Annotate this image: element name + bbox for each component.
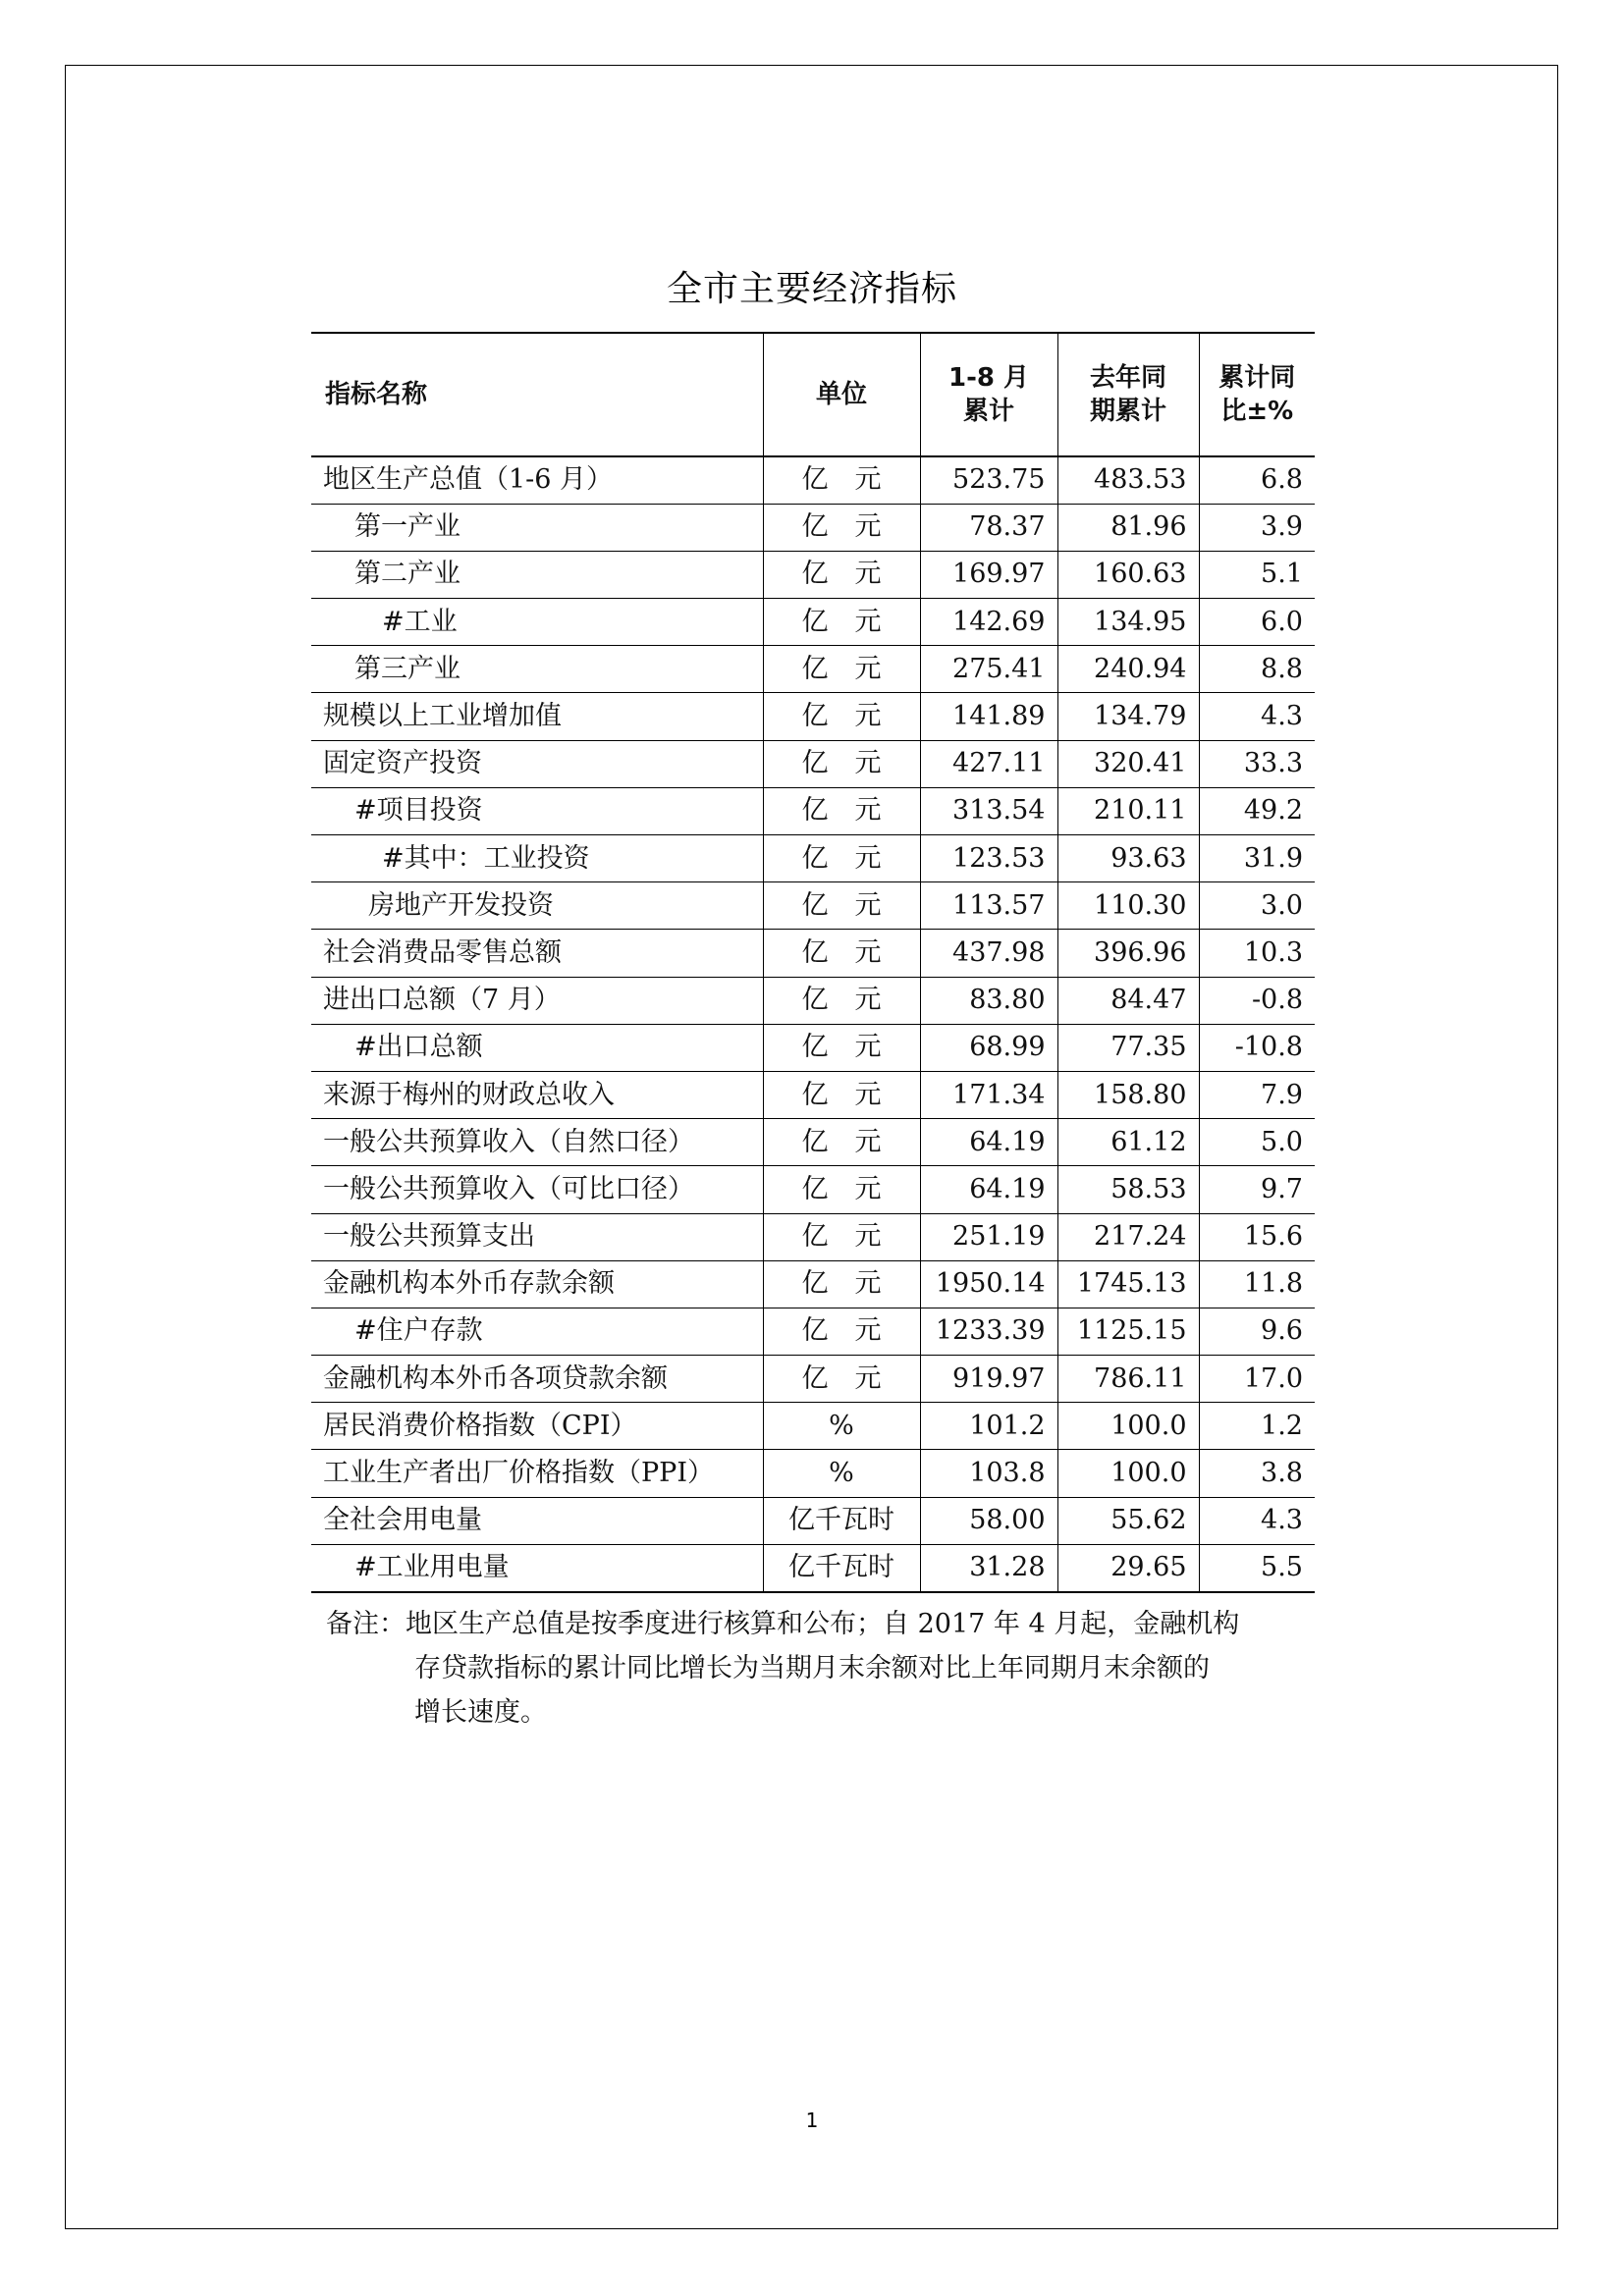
footnote-line-3: 增长速度。 [414, 1697, 547, 1728]
table-row [311, 456, 1315, 504]
last-year-value: 58.53 [1057, 1166, 1199, 1213]
last-year-value: 217.24 [1057, 1213, 1199, 1260]
table-row [311, 1450, 1315, 1497]
indicator-name: #其中：工业投资 [311, 835, 763, 882]
current-value: 83.80 [920, 977, 1057, 1024]
current-value: 58.00 [920, 1497, 1057, 1544]
header-current-cumulative [920, 333, 1057, 456]
growth-value: -10.8 [1199, 1024, 1315, 1071]
current-value: 1233.39 [920, 1308, 1057, 1355]
header-unit: 单位 [763, 333, 920, 456]
table-row [311, 646, 1315, 693]
current-value: 1950.14 [920, 1260, 1057, 1308]
last-year-value: 134.95 [1057, 599, 1199, 646]
table-row [311, 1213, 1315, 1260]
last-year-value: 100.0 [1057, 1450, 1199, 1497]
indicator-unit: 亿 元 [763, 1119, 920, 1166]
last-year-value: 786.11 [1057, 1356, 1199, 1403]
header-growth-line1: 累计同 [1218, 363, 1296, 393]
indicator-unit: 亿 元 [763, 835, 920, 882]
table-row [311, 1071, 1315, 1118]
page-number: 1 [805, 2109, 819, 2132]
indicator-name: #工业 [311, 599, 763, 646]
last-year-value: 1125.15 [1057, 1308, 1199, 1355]
growth-value: 3.9 [1199, 504, 1315, 551]
indicator-name: 金融机构本外币各项贷款余额 [311, 1356, 763, 1403]
indicator-unit: 亿 元 [763, 456, 920, 504]
indicator-name: #住户存款 [311, 1308, 763, 1355]
indicator-unit: 亿 元 [763, 787, 920, 834]
growth-value: 5.0 [1199, 1119, 1315, 1166]
current-value: 123.53 [920, 835, 1057, 882]
growth-value: -0.8 [1199, 977, 1315, 1024]
indicator-unit: 亿 元 [763, 551, 920, 598]
growth-value: 11.8 [1199, 1260, 1315, 1308]
indicator-unit: 亿 元 [763, 740, 920, 787]
table-row [311, 1119, 1315, 1166]
current-value: 169.97 [920, 551, 1057, 598]
header-last-year-line2: 期累计 [1089, 397, 1166, 426]
indicator-name: 工业生产者出厂价格指数（PPI） [311, 1450, 763, 1497]
last-year-value: 240.94 [1057, 646, 1199, 693]
indicator-unit: 亿 元 [763, 1213, 920, 1260]
indicator-name: 一般公共预算收入（自然口径） [311, 1119, 763, 1166]
indicator-name: 固定资产投资 [311, 740, 763, 787]
table-header-row [311, 333, 1315, 456]
table-row [311, 882, 1315, 930]
growth-value: 4.3 [1199, 693, 1315, 740]
last-year-value: 77.35 [1057, 1024, 1199, 1071]
indicator-unit: 亿千瓦时 [763, 1544, 920, 1591]
indicator-name: 房地产开发投资 [311, 882, 763, 930]
indicator-unit: 亿 元 [763, 977, 920, 1024]
current-value: 142.69 [920, 599, 1057, 646]
growth-value: 3.8 [1199, 1450, 1315, 1497]
last-year-value: 1745.13 [1057, 1260, 1199, 1308]
indicator-name: 地区生产总值（1-6 月） [311, 456, 763, 504]
last-year-value: 100.0 [1057, 1403, 1199, 1450]
growth-value: 31.9 [1199, 835, 1315, 882]
indicator-unit: 亿 元 [763, 882, 920, 930]
indicator-name: #项目投资 [311, 787, 763, 834]
growth-value: 5.1 [1199, 551, 1315, 598]
table-row [311, 599, 1315, 646]
last-year-value: 61.12 [1057, 1119, 1199, 1166]
current-value: 101.2 [920, 1403, 1057, 1450]
indicator-name: 一般公共预算支出 [311, 1213, 763, 1260]
indicators-table [311, 332, 1315, 1593]
current-value: 64.19 [920, 1119, 1057, 1166]
table-row [311, 693, 1315, 740]
current-value: 919.97 [920, 1356, 1057, 1403]
indicator-name: #出口总额 [311, 1024, 763, 1071]
last-year-value: 483.53 [1057, 456, 1199, 504]
last-year-value: 158.80 [1057, 1071, 1199, 1118]
table-row [311, 787, 1315, 834]
current-value: 68.99 [920, 1024, 1057, 1071]
table-row [311, 1497, 1315, 1544]
indicator-unit: 亿 元 [763, 599, 920, 646]
last-year-value: 396.96 [1057, 930, 1199, 977]
indicator-unit: 亿 元 [763, 1260, 920, 1308]
indicator-unit: 亿 元 [763, 504, 920, 551]
growth-value: 15.6 [1199, 1213, 1315, 1260]
table-row [311, 1166, 1315, 1213]
indicator-name: 第二产业 [311, 551, 763, 598]
growth-value: 33.3 [1199, 740, 1315, 787]
current-value: 275.41 [920, 646, 1057, 693]
header-last-year-line1: 去年同 [1089, 363, 1166, 393]
header-indicator-name: 指标名称 [311, 333, 763, 456]
indicator-unit: 亿 元 [763, 930, 920, 977]
table-row [311, 1260, 1315, 1308]
footnote [326, 1602, 1318, 1735]
growth-value: 4.3 [1199, 1497, 1315, 1544]
indicator-unit: 亿 元 [763, 1356, 920, 1403]
growth-value: 7.9 [1199, 1071, 1315, 1118]
indicator-unit: 亿 元 [763, 693, 920, 740]
table-row [311, 835, 1315, 882]
table-row [311, 1024, 1315, 1071]
current-value: 31.28 [920, 1544, 1057, 1591]
indicator-unit: 亿 元 [763, 1024, 920, 1071]
current-value: 313.54 [920, 787, 1057, 834]
indicator-name: 规模以上工业增加值 [311, 693, 763, 740]
last-year-value: 81.96 [1057, 504, 1199, 551]
current-value: 141.89 [920, 693, 1057, 740]
current-value: 103.8 [920, 1450, 1057, 1497]
table-row [311, 977, 1315, 1024]
header-current-line2: 累计 [962, 397, 1014, 426]
indicator-unit: % [763, 1450, 920, 1497]
indicator-unit: 亿 元 [763, 646, 920, 693]
indicator-unit: 亿 元 [763, 1071, 920, 1118]
growth-value: 49.2 [1199, 787, 1315, 834]
current-value: 251.19 [920, 1213, 1057, 1260]
indicator-unit: 亿 元 [763, 1308, 920, 1355]
last-year-value: 84.47 [1057, 977, 1199, 1024]
indicator-name: 金融机构本外币存款余额 [311, 1260, 763, 1308]
growth-value: 6.0 [1199, 599, 1315, 646]
indicator-name: 来源于梅州的财政总收入 [311, 1071, 763, 1118]
current-value: 523.75 [920, 456, 1057, 504]
current-value: 113.57 [920, 882, 1057, 930]
last-year-value: 210.11 [1057, 787, 1199, 834]
indicator-unit: % [763, 1403, 920, 1450]
indicator-name: 居民消费价格指数（CPI） [311, 1403, 763, 1450]
header-current-line1: 1-8 月 [947, 363, 1030, 393]
indicator-unit: 亿千瓦时 [763, 1497, 920, 1544]
header-last-year-cumulative [1057, 333, 1199, 456]
indicator-name: #工业用电量 [311, 1544, 763, 1591]
table-row [311, 1544, 1315, 1591]
last-year-value: 320.41 [1057, 740, 1199, 787]
indicator-unit: 亿 元 [763, 1166, 920, 1213]
table-row [311, 740, 1315, 787]
indicator-name: 社会消费品零售总额 [311, 930, 763, 977]
last-year-value: 160.63 [1057, 551, 1199, 598]
indicator-name: 全社会用电量 [311, 1497, 763, 1544]
growth-value: 17.0 [1199, 1356, 1315, 1403]
indicator-name: 进出口总额（7 月） [311, 977, 763, 1024]
table-row [311, 1308, 1315, 1355]
growth-value: 9.7 [1199, 1166, 1315, 1213]
footnote-line-1: 备注：地区生产总值是按季度进行核算和公布；自 2017 年 4 月起，金融机构 [326, 1609, 1240, 1639]
growth-value: 1.2 [1199, 1403, 1315, 1450]
indicator-name: 一般公共预算收入（可比口径） [311, 1166, 763, 1213]
last-year-value: 134.79 [1057, 693, 1199, 740]
footnote-line-2: 存贷款指标的累计同比增长为当期月末余额对比上年同期月末余额的 [414, 1653, 1210, 1683]
indicator-name: 第三产业 [311, 646, 763, 693]
last-year-value: 110.30 [1057, 882, 1199, 930]
growth-value: 8.8 [1199, 646, 1315, 693]
growth-value: 9.6 [1199, 1308, 1315, 1355]
table-row [311, 504, 1315, 551]
current-value: 171.34 [920, 1071, 1057, 1118]
growth-value: 6.8 [1199, 456, 1315, 504]
table-row [311, 1356, 1315, 1403]
indicator-name: 第一产业 [311, 504, 763, 551]
header-growth-line2: 比±% [1220, 397, 1294, 426]
last-year-value: 93.63 [1057, 835, 1199, 882]
header-yoy-growth [1199, 333, 1315, 456]
current-value: 64.19 [920, 1166, 1057, 1213]
table-row [311, 1403, 1315, 1450]
current-value: 437.98 [920, 930, 1057, 977]
last-year-value: 55.62 [1057, 1497, 1199, 1544]
growth-value: 3.0 [1199, 882, 1315, 930]
growth-value: 10.3 [1199, 930, 1315, 977]
current-value: 78.37 [920, 504, 1057, 551]
current-value: 427.11 [920, 740, 1057, 787]
table-row [311, 930, 1315, 977]
growth-value: 5.5 [1199, 1544, 1315, 1591]
table-row [311, 551, 1315, 598]
last-year-value: 29.65 [1057, 1544, 1199, 1591]
page-title: 全市主要经济指标 [666, 269, 957, 309]
